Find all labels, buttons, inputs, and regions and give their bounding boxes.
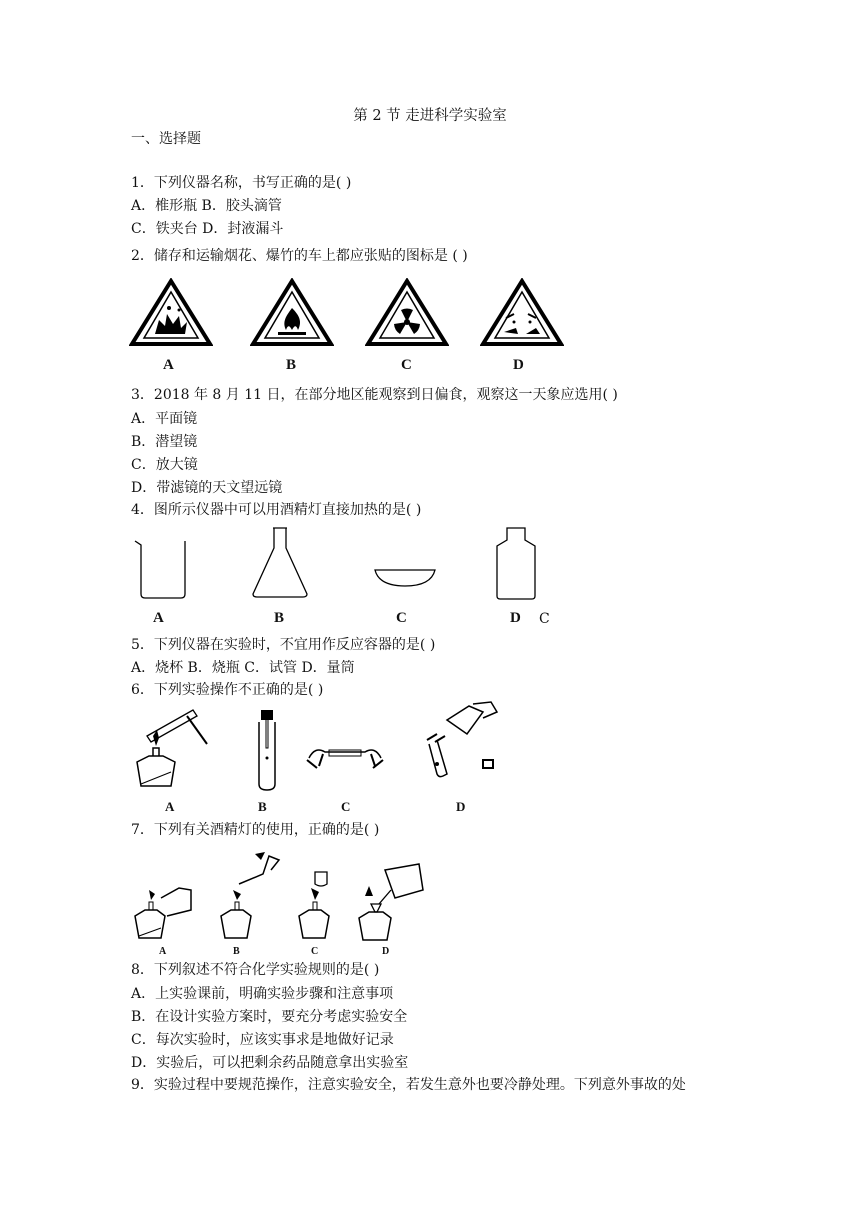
q2-label-d: D [513, 357, 524, 373]
explosive-sign-icon [129, 278, 213, 348]
question-1-options-cd: C．铁夹台 D．封液漏斗 [131, 221, 284, 237]
question-3-option-c: C．放大镜 [131, 457, 198, 473]
question-8-stem: 8．下列叙述不符合化学实验规则的是( ) [131, 962, 380, 978]
q6-label-a: A [165, 799, 175, 814]
question-7-stem: 7．下列有关酒精灯的使用，正确的是( ) [131, 822, 380, 838]
question-3-option-b: B．潜望镜 [131, 434, 198, 450]
question-8-option-d: D．实验后，可以把剩余药品随意拿出实验室 [131, 1055, 409, 1071]
question-3-stem: 3．2018 年 8 月 11 日，在部分地区能观察到日偏食，观察这一天象应选用( ) [131, 387, 618, 403]
question-1-stem: 1．下列仪器名称，书写正确的是( ) [131, 175, 352, 191]
question-8-option-a: A．上实验课前，明确实验步骤和注意事项 [131, 986, 394, 1002]
q6-label-d: D [456, 799, 466, 814]
q7-label-d: D [382, 946, 390, 957]
q2-label-a: A [163, 357, 174, 373]
question-1-options-ab: A．椎形瓶 B．胶头滴管 [131, 198, 282, 214]
q4-answer-note: C [539, 611, 550, 627]
reagent-bottle-icon [492, 526, 540, 602]
q4-label-b: B [274, 610, 285, 626]
q2-label-b: B [286, 357, 297, 373]
q4-label-c: C [396, 610, 407, 626]
corrosive-sign-icon [480, 278, 564, 348]
heating-test-tube-icon [131, 706, 211, 792]
lamp-lit-by-match-icon [215, 850, 281, 942]
flammable-sign-icon [250, 278, 334, 348]
question-3-option-d: D．带滤镜的天文望远镜 [131, 480, 283, 496]
q4-label-a: A [153, 610, 164, 626]
pouring-reagent-icon [407, 700, 499, 780]
question-5-stem: 5．下列仪器在实验时，不宜用作反应容器的是( ) [131, 637, 436, 653]
question-2-stem: 2．储存和运输烟花、爆竹的车上都应张贴的图标是 ( ) [131, 248, 468, 264]
section-heading: 一、选择题 [131, 131, 201, 147]
question-5-options: A．烧杯 B．烧瓶 C．试管 D．量筒 [131, 660, 355, 676]
page-title: 第 2 节 走进科学实验室 [353, 108, 507, 124]
question-8-option-b: B．在设计实验方案时，要充分考虑实验安全 [131, 1009, 408, 1025]
conical-flask-icon [250, 526, 310, 600]
bending-glass-tube-icon [305, 738, 385, 778]
radioactive-sign-icon [365, 278, 449, 348]
q7-label-a: A [159, 946, 167, 957]
question-3-option-a: A．平面镜 [131, 411, 198, 427]
q7-label-b: B [233, 946, 240, 957]
evaporating-dish-icon [373, 564, 437, 590]
question-4-stem: 4．图所示仪器中可以用酒精灯直接加热的是( ) [131, 502, 422, 518]
lamp-adding-alcohol-icon [355, 860, 429, 944]
question-6-stem: 6．下列实验操作不正确的是( ) [131, 682, 324, 698]
question-9-stem: 9．实验过程中要规范操作，注意实验安全，若发生意外也要冷静处理。下列意外事故的处 [131, 1077, 686, 1093]
q4-label-d: D [510, 610, 521, 626]
question-8-option-c: C．每次实验时，应该实事求是地做好记录 [131, 1032, 394, 1048]
q7-label-c: C [311, 946, 319, 957]
lamp-cap-icon [295, 870, 347, 942]
lamp-lighting-from-lamp-icon [131, 876, 195, 942]
beaker-icon [133, 538, 189, 600]
q6-label-b: B [258, 799, 267, 814]
dropper-test-tube-icon [252, 708, 282, 792]
q6-label-c: C [341, 799, 351, 814]
q2-label-c: C [401, 357, 412, 373]
